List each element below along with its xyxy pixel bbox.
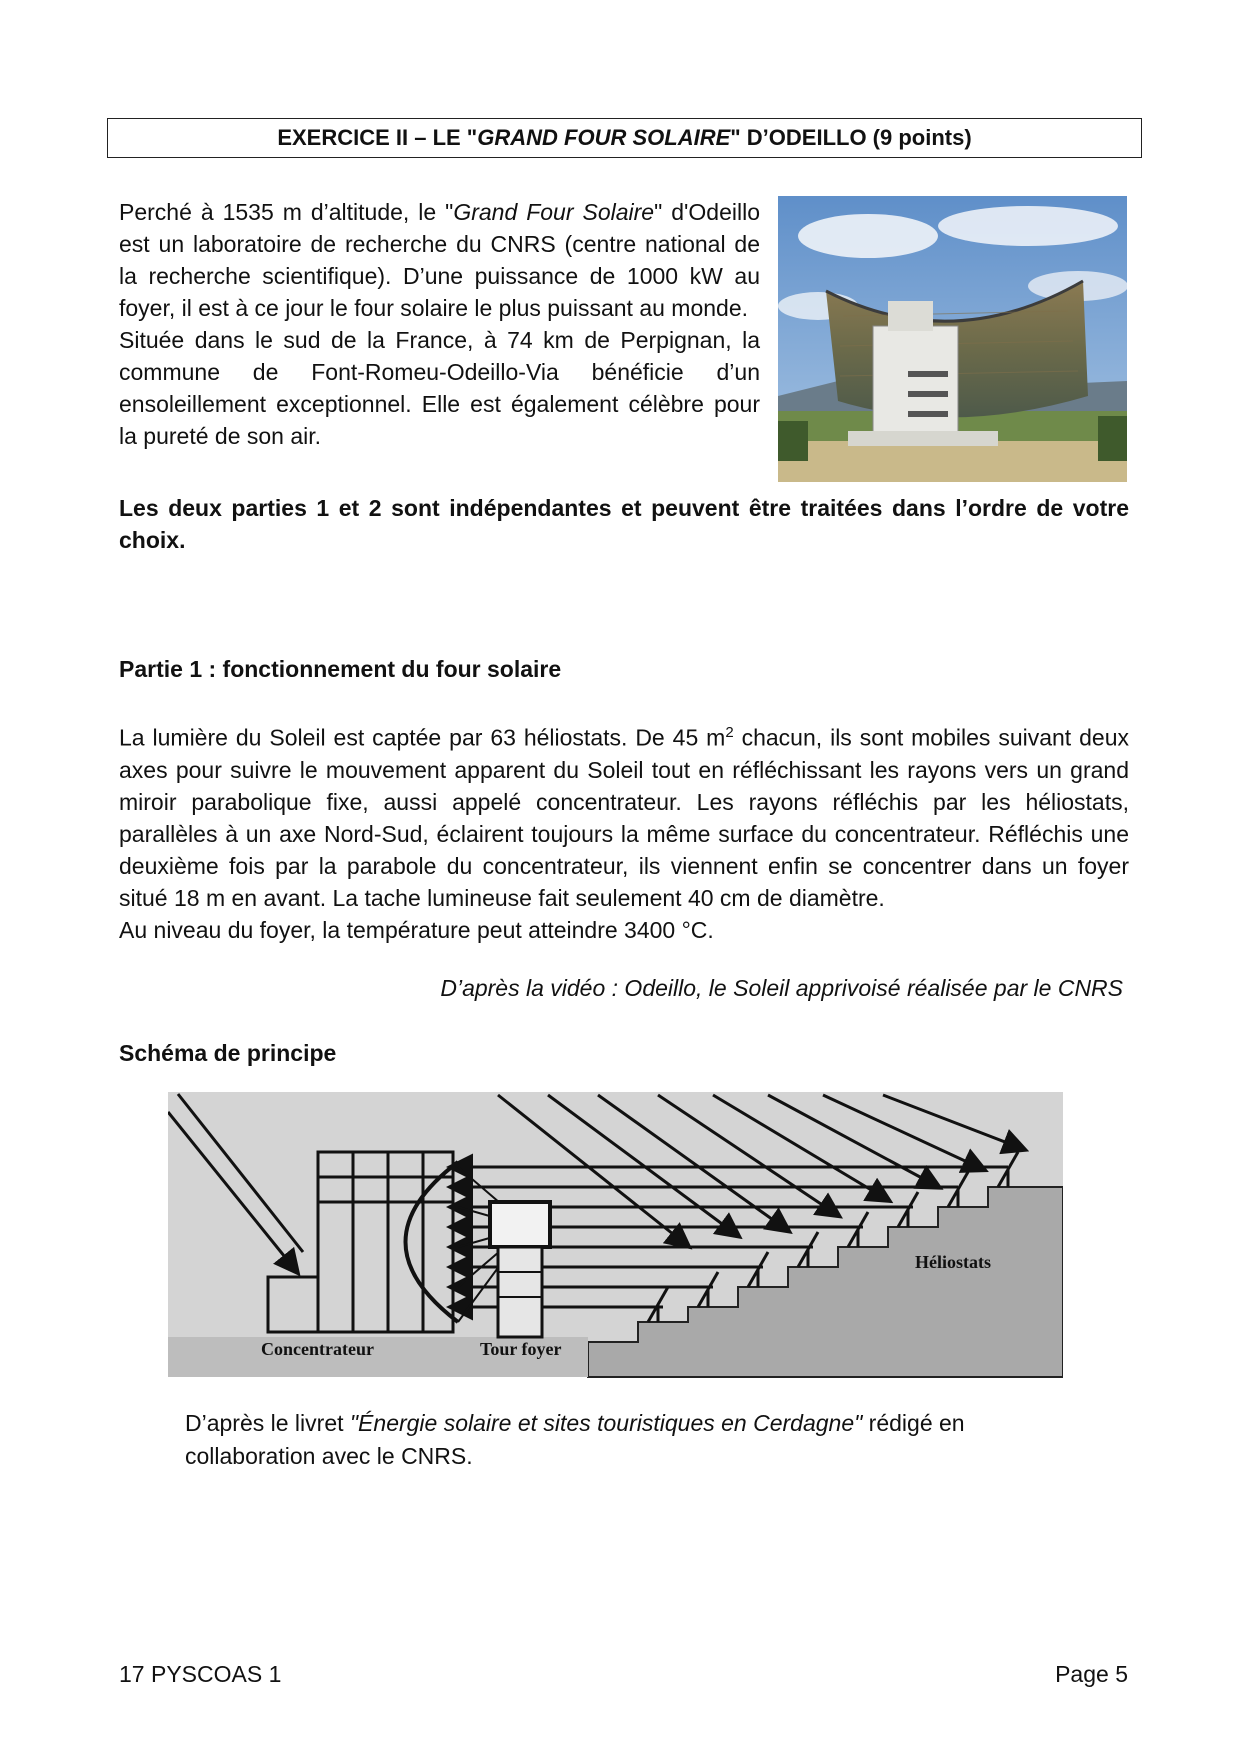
solar-furnace-photo bbox=[778, 196, 1127, 482]
parts-notice: Les deux parties 1 et 2 sont indépendantes et peuvent être traitées dans l’ordre de votre choix. bbox=[119, 495, 1129, 553]
footer-page-number: Page 5 bbox=[1055, 1661, 1128, 1687]
partie1-text-sup: 2 bbox=[725, 724, 734, 741]
label-heliostats: Héliostats bbox=[915, 1252, 991, 1272]
source-pre: D’après le livret bbox=[185, 1410, 350, 1436]
partie1-temperature: Au niveau du foyer, la température peut atteindre 3400 °C. bbox=[119, 916, 714, 943]
title-pre: EXERCICE II – LE " bbox=[277, 125, 478, 150]
intro-text bbox=[119, 196, 760, 452]
source-italic: "Énergie solaire et sites touristiques en Cerdagne" bbox=[349, 1410, 863, 1436]
video-credit: D’après la vidéo : Odeillo, le Soleil apprivoisé réalisée par le CNRS bbox=[440, 975, 1123, 1001]
title-italic: GRAND FOUR SOLAIRE bbox=[477, 125, 731, 150]
exercise-title bbox=[107, 118, 1142, 158]
source-post: rédigé en collaboration avec le CNRS. bbox=[185, 1410, 965, 1469]
title-post: " D’ODEILLO (9 points) bbox=[730, 125, 972, 150]
intro-p1-pre: Perché à 1535 m d’altitude, le " bbox=[119, 199, 454, 225]
label-concentrateur: Concentrateur bbox=[261, 1339, 374, 1359]
footer-code: 17 PYSCOAS 1 bbox=[119, 1661, 282, 1687]
partie1-text-pre: La lumière du Soleil est captée par 63 héliostats. De 45 m bbox=[119, 724, 726, 751]
intro-paragraph-2: Située dans le sud de la France, à 74 km de Perpignan, la commune de Font-Romeu-Odeillo-Via bénéficie d’un ensoleillement exceptionnel. Elle est également célèbre pour la pureté de son air. bbox=[119, 327, 760, 449]
diagram-source bbox=[185, 1407, 1085, 1473]
intro-p1-italic: Grand Four Solaire bbox=[453, 199, 655, 225]
partie1-text-post: chacun, ils sont mobiles suivant deux axes pour suivre le mouvement apparent du Soleil tout en réfléchissant les rayons vers un grand miroir parabolique fixe, aussi appelé concentrateur. Les rayons réfléchis par les héliostats, parallèles à un axe Nord-Sud, éclairent toujours la même surface du concentrateur. Réfléchis une deuxième fois par la parabole du concentrateur, ils viennent enfin se concentrer dans un foyer situé 18 m en avant. La tache lumineuse fait seulement 40 cm de diamètre. bbox=[119, 724, 1130, 911]
intro-p1-post: " d'Odeillo est un laboratoire de recherche du CNRS (centre national de la recherche scientifique). D’une puissance de 1000 kW au foyer, il est à ce jour le four solaire le plus puissant au monde. bbox=[119, 199, 760, 321]
partie1-text bbox=[119, 717, 1129, 946]
label-tour-foyer: Tour foyer bbox=[480, 1339, 562, 1359]
principle-diagram bbox=[168, 1092, 1063, 1382]
intro-paragraph-1 bbox=[119, 196, 760, 324]
partie1-heading: Partie 1 : fonctionnement du four solaire bbox=[119, 656, 562, 682]
partie1-paragraph bbox=[119, 717, 1129, 914]
schema-heading: Schéma de principe bbox=[119, 1040, 337, 1066]
